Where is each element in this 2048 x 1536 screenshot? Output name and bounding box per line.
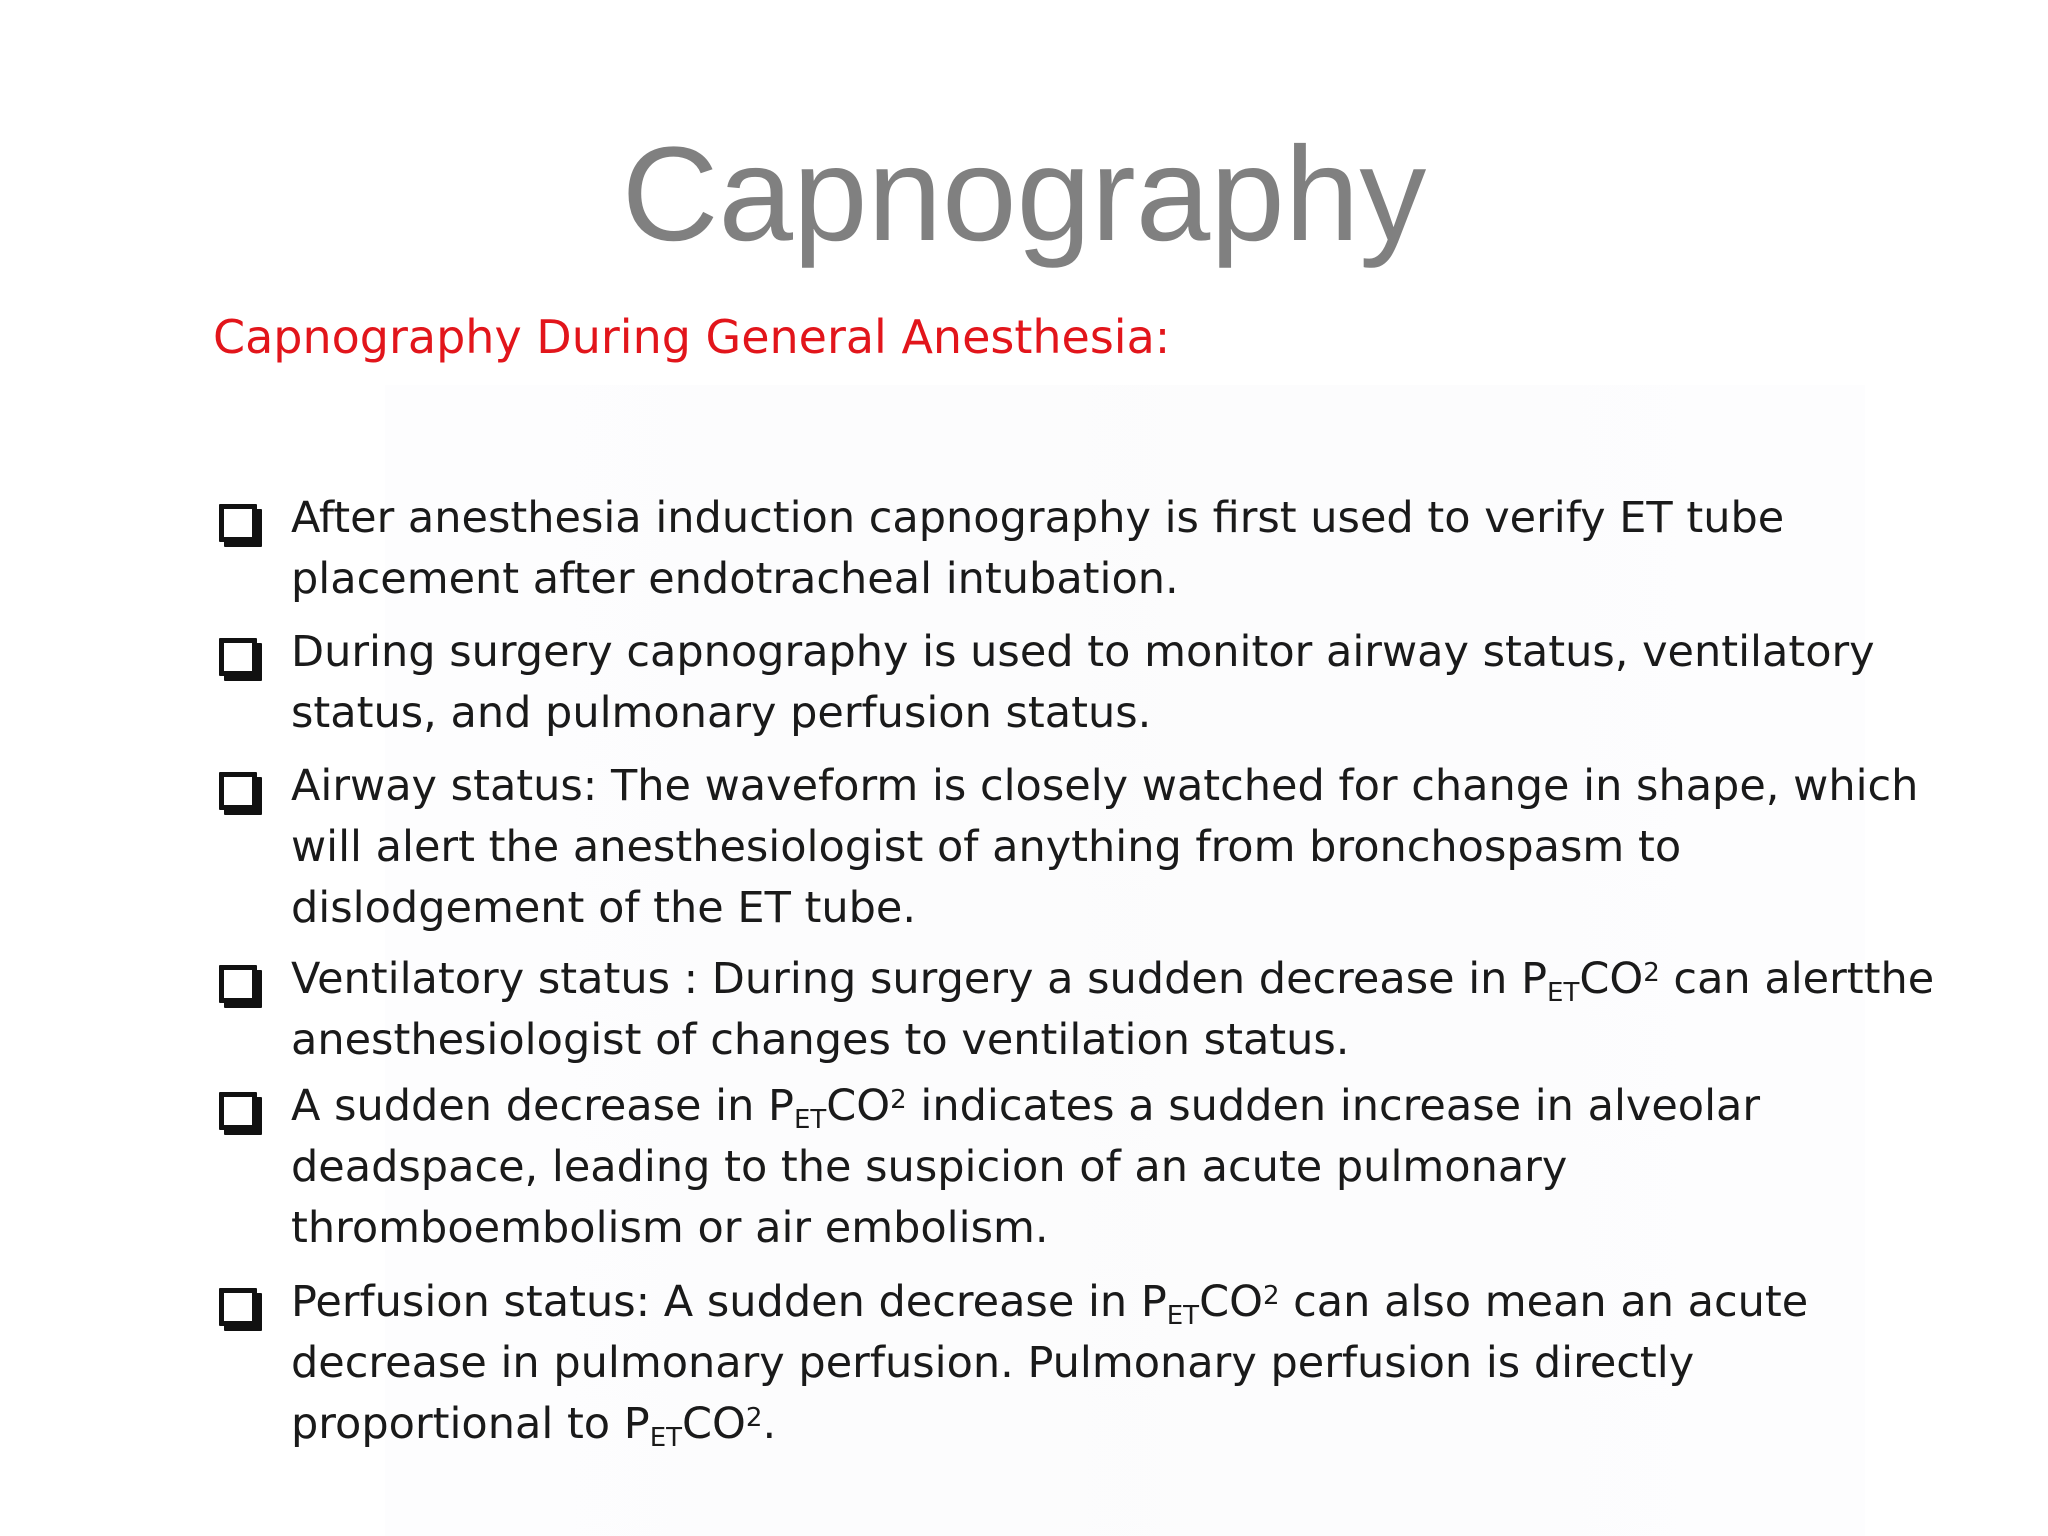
superscript: 2 — [1262, 1281, 1280, 1311]
text-segment: indicates a sudden increase in alveolar — [906, 1081, 1761, 1131]
text-line: placement after endotracheal intubation. — [291, 554, 1179, 604]
checkbox-icon — [219, 1288, 257, 1326]
text-segment: Ventilatory status : During surgery a sudden decrease in P — [291, 954, 1548, 1004]
bullet-text — [291, 756, 1991, 939]
superscript: 2 — [890, 1085, 907, 1115]
subscript: ET — [649, 1423, 683, 1453]
list-item — [213, 622, 1993, 744]
list-item — [213, 488, 1993, 610]
checkbox-icon — [219, 965, 257, 1003]
text-segment: CO — [682, 1399, 746, 1449]
text-line: anesthesiologist of changes to ventilation status. — [291, 1015, 1350, 1065]
list-item — [213, 949, 1993, 1071]
superscript: 2 — [745, 1403, 763, 1433]
superscript: 2 — [1643, 958, 1660, 988]
text-line: After anesthesia induction capnography is first used to verify ET tube — [291, 493, 1785, 543]
text-line: status, and pulmonary perfusion status. — [291, 688, 1152, 738]
subscript: ET — [793, 1105, 827, 1135]
text-line: Airway status: The waveform is closely watched for change in shape, which — [291, 761, 1919, 811]
checkbox-icon — [219, 638, 257, 676]
text-segment: . — [762, 1399, 777, 1449]
slide-title: Capnography — [621, 120, 1427, 269]
text-line: dislodgement of the ET tube. — [291, 883, 917, 933]
text-segment: CO — [826, 1081, 891, 1131]
text-line: decrease in pulmonary perfusion. Pulmonary perfusion is directly — [291, 1338, 1695, 1388]
list-item — [213, 1272, 1993, 1455]
subscript: ET — [1547, 978, 1580, 1008]
list-item — [213, 1076, 1993, 1259]
text-line: thromboembolism or air embolism. — [291, 1203, 1049, 1253]
text-line: deadspace, leading to the suspicion of an acute pulmonary — [291, 1142, 1568, 1192]
text-segment: CO — [1579, 954, 1644, 1004]
bullet-text — [291, 622, 1991, 744]
bullet-text — [291, 949, 1991, 1071]
bullet-text — [291, 488, 1991, 610]
checkbox-icon — [219, 1092, 257, 1130]
slide-subtitle: Capnography During General Anesthesia: — [213, 310, 1171, 364]
checkbox-icon — [219, 772, 257, 810]
list-item — [213, 756, 1993, 939]
text-segment: can alertthe — [1659, 954, 1935, 1004]
text-segment: A sudden decrease in P — [291, 1081, 794, 1131]
text-segment: CO — [1199, 1277, 1263, 1327]
text-segment: can also mean an acute — [1279, 1277, 1809, 1327]
text-segment: Perfusion status: A sudden decrease in P — [291, 1277, 1167, 1327]
bullet-text — [291, 1076, 1991, 1259]
text-line: During surgery capnography is used to monitor airway status, ventilatory — [291, 627, 1875, 677]
text-line: will alert the anesthesiologist of anything from bronchospasm to — [291, 822, 1682, 872]
subscript: ET — [1166, 1301, 1200, 1331]
bullet-text — [291, 1272, 1991, 1455]
checkbox-icon — [219, 504, 257, 542]
text-segment: proportional to P — [291, 1399, 650, 1449]
